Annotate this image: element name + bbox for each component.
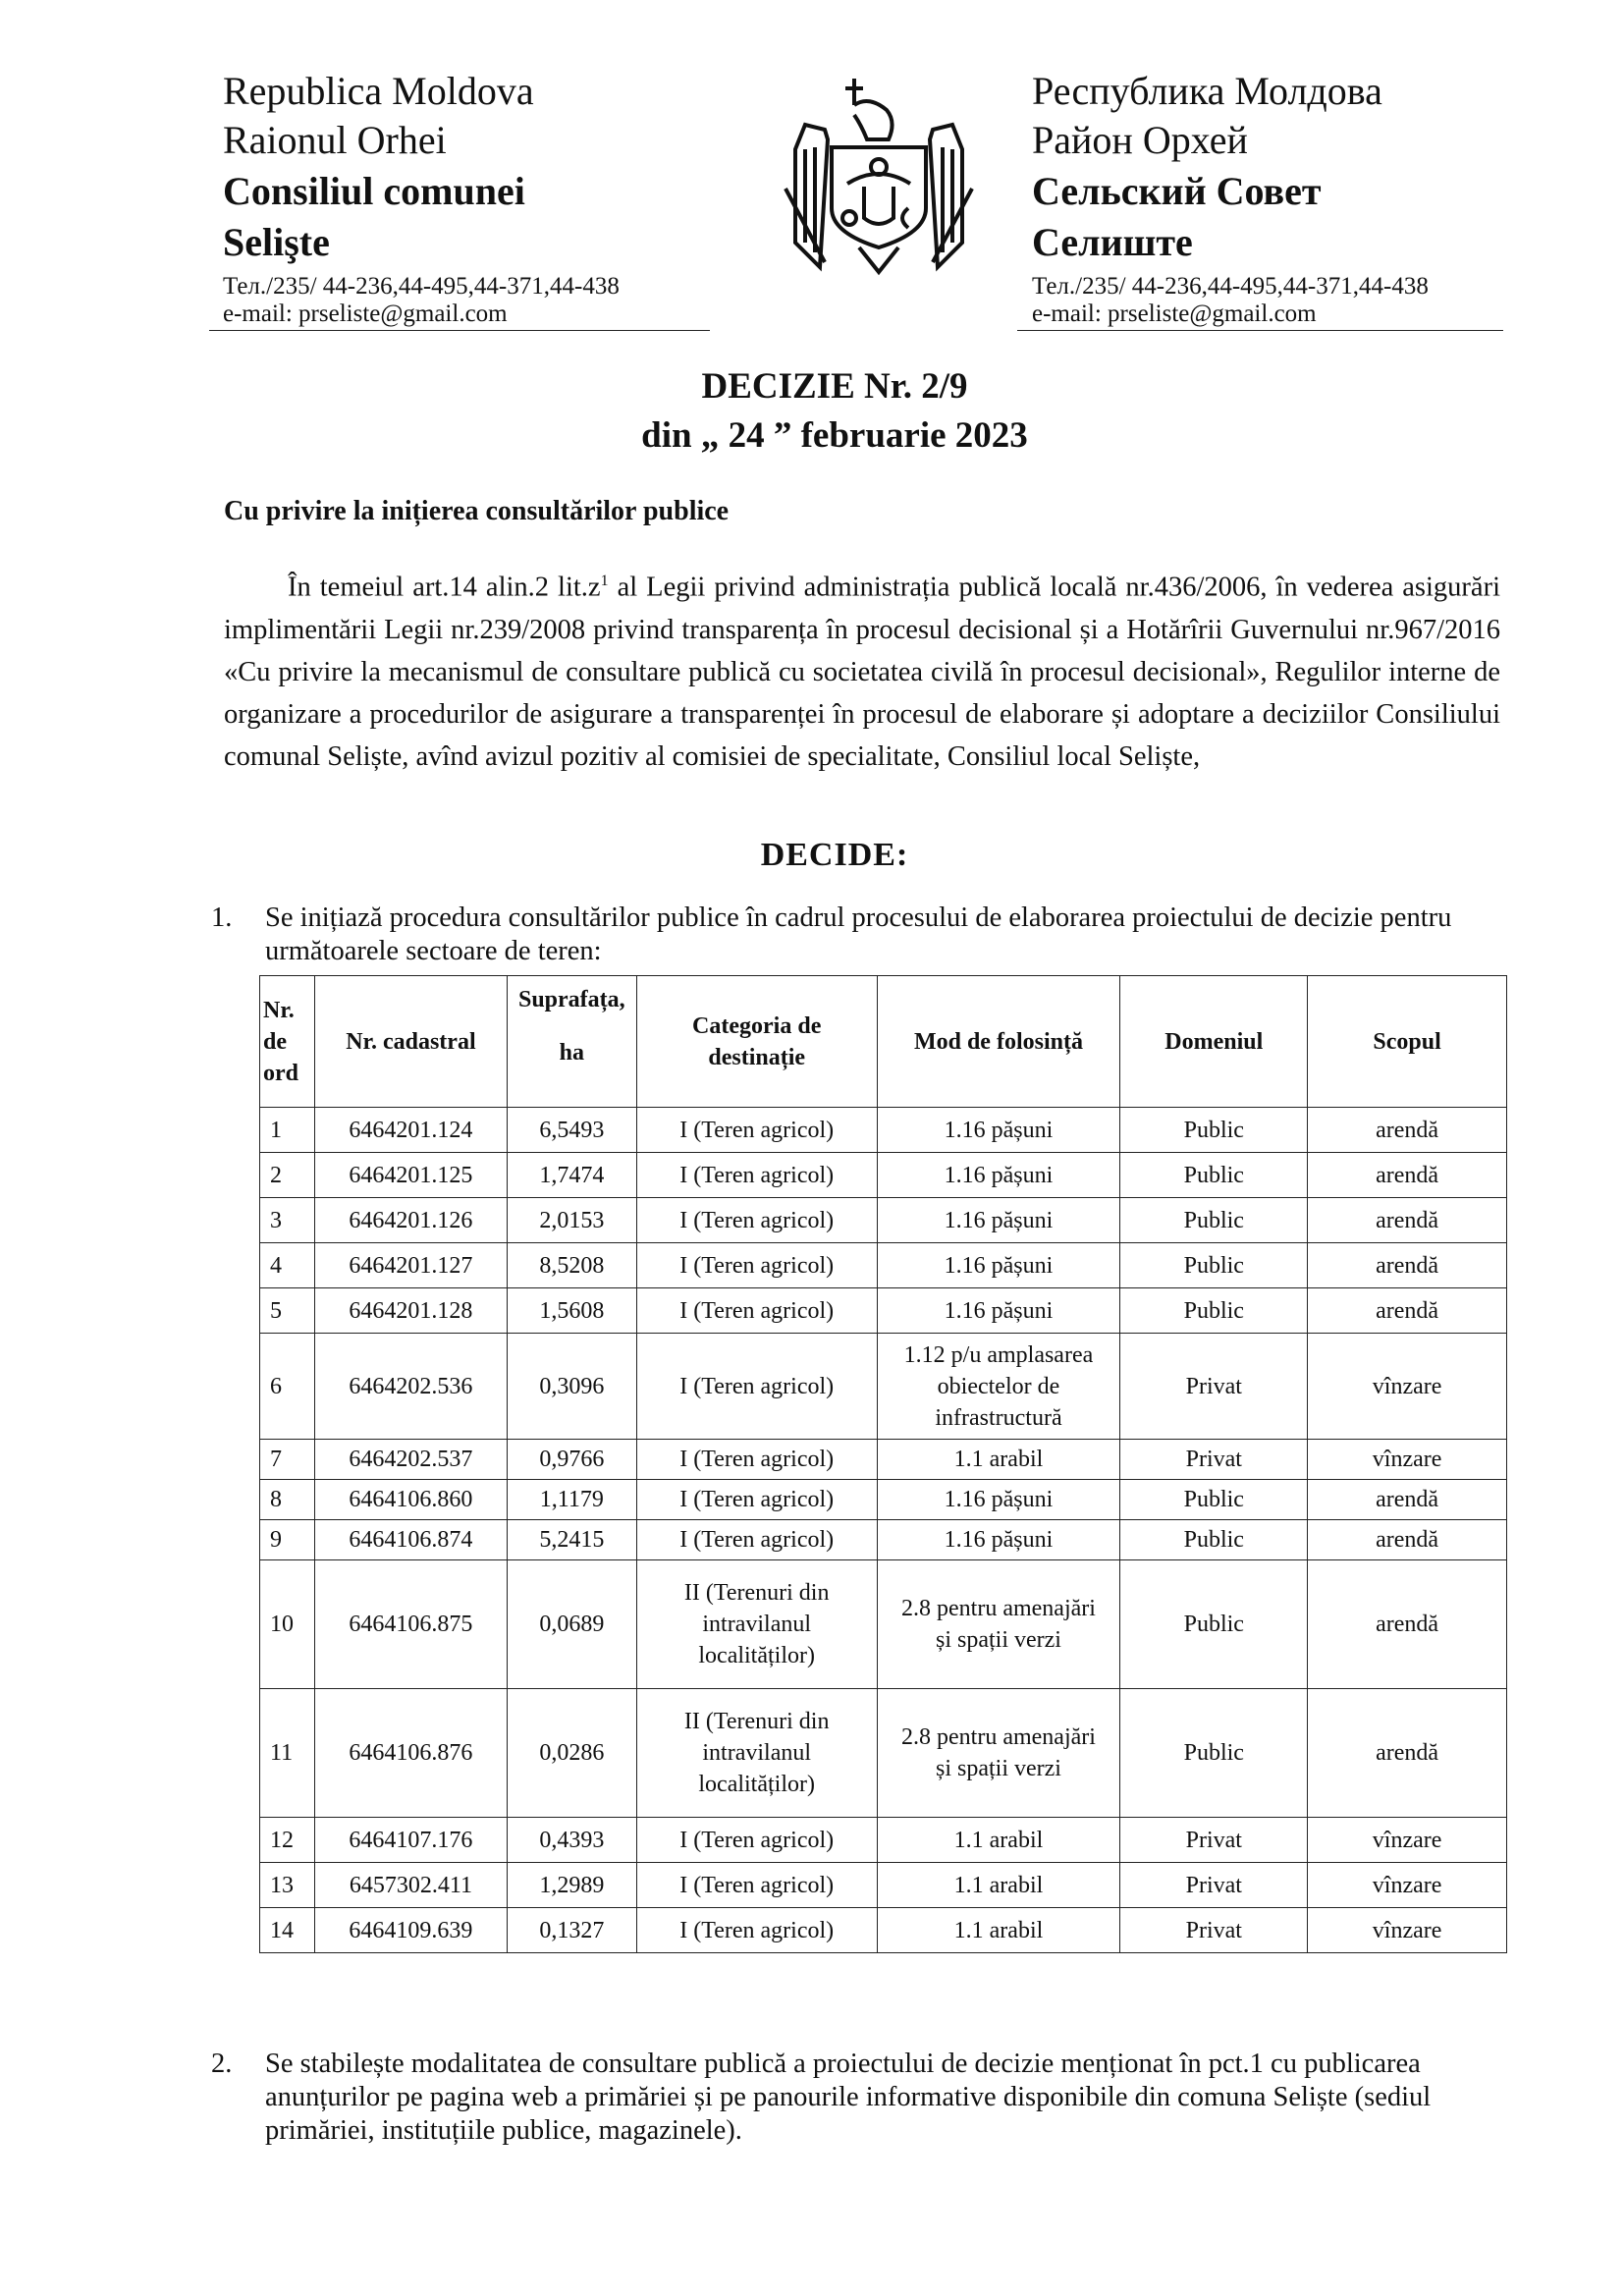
cell-mod-folosinta: 1.16 pășuni xyxy=(877,1288,1120,1334)
cell-suprafata: 2,0153 xyxy=(507,1198,636,1243)
col-header-domeniul: Domeniul xyxy=(1120,976,1308,1108)
district-name-ro: Raionul Orhei xyxy=(223,118,447,162)
header-right-rule xyxy=(1017,330,1503,331)
col-header-suprafata: Suprafața, ha xyxy=(507,976,636,1108)
cell-scopul: arendă xyxy=(1308,1243,1507,1288)
decision-item-2 xyxy=(211,2048,1507,2148)
cell-mod-folosinta: 1.16 pășuni xyxy=(877,1520,1120,1560)
cell-domeniul: Public xyxy=(1120,1520,1308,1560)
cell-categoria: II (Terenuri din intravilanul localităților) xyxy=(636,1689,877,1818)
item-text: Se inițiază procedura consultărilor publice în cadrul procesului de elaborarea proiectului de decizie pentru următoarele sectoare de teren: xyxy=(265,902,1452,966)
country-name-ro: Republica Moldova xyxy=(223,69,534,113)
cell-mod-folosinta: 1.16 pășuni xyxy=(877,1153,1120,1198)
cell-scopul: arendă xyxy=(1308,1480,1507,1520)
cell-suprafata: 5,2415 xyxy=(507,1520,636,1560)
cell-suprafata: 1,7474 xyxy=(507,1153,636,1198)
cell-cadastral: 6464106.876 xyxy=(314,1689,507,1818)
decision-item-1 xyxy=(211,902,1507,968)
cell-mod-folosinta: 2.8 pentru amenajări și spații verzi xyxy=(877,1689,1120,1818)
cell-scopul: arendă xyxy=(1308,1198,1507,1243)
table-row xyxy=(260,1334,1507,1440)
cell-suprafata: 0,4393 xyxy=(507,1818,636,1863)
cell-cadastral: 6464202.537 xyxy=(314,1440,507,1480)
decide-heading: DECIDE: xyxy=(760,837,909,873)
cell-nr: 1 xyxy=(260,1108,315,1153)
cell-scopul: vînzare xyxy=(1308,1908,1507,1953)
email-right[interactable]: e-mail: prseliste@gmail.com xyxy=(1032,301,1317,327)
cell-cadastral: 6464201.125 xyxy=(314,1153,507,1198)
table-row xyxy=(260,1689,1507,1818)
cell-nr: 8 xyxy=(260,1480,315,1520)
cell-domeniul: Public xyxy=(1120,1153,1308,1198)
header-left xyxy=(223,67,620,328)
cell-cadastral: 6464106.875 xyxy=(314,1560,507,1689)
cell-suprafata: 8,5208 xyxy=(507,1243,636,1288)
phone-numbers-left: Тел./235/ 44-236,44-495,44-371,44-438 xyxy=(223,273,620,300)
cell-cadastral: 6464106.874 xyxy=(314,1520,507,1560)
table-row xyxy=(260,1560,1507,1689)
cell-mod-folosinta: 1.16 pășuni xyxy=(877,1198,1120,1243)
cell-domeniul: Privat xyxy=(1120,1908,1308,1953)
table-row xyxy=(260,1440,1507,1480)
cell-scopul: arendă xyxy=(1308,1520,1507,1560)
cell-nr: 12 xyxy=(260,1818,315,1863)
cell-categoria: I (Teren agricol) xyxy=(636,1198,877,1243)
moldova-coat-of-arms-icon xyxy=(771,71,987,277)
cell-mod-folosinta: 1.1 arabil xyxy=(877,1818,1120,1863)
cell-cadastral: 6464201.128 xyxy=(314,1288,507,1334)
land-parcels-table xyxy=(259,975,1507,1953)
cell-cadastral: 6464107.176 xyxy=(314,1818,507,1863)
cell-nr: 5 xyxy=(260,1288,315,1334)
decision-number: DECIZIE Nr. 2/9 xyxy=(701,366,968,407)
cell-suprafata: 1,1179 xyxy=(507,1480,636,1520)
cell-nr: 9 xyxy=(260,1520,315,1560)
cell-nr: 4 xyxy=(260,1243,315,1288)
cell-categoria: II (Terenuri din intravilanul localităților) xyxy=(636,1560,877,1689)
col-header-categoria: Categoria de destinație xyxy=(636,976,877,1108)
cell-categoria: I (Teren agricol) xyxy=(636,1908,877,1953)
cell-categoria: I (Teren agricol) xyxy=(636,1243,877,1288)
country-name-ru: Республика Молдова xyxy=(1032,69,1382,113)
cell-domeniul: Public xyxy=(1120,1198,1308,1243)
cell-domeniul: Public xyxy=(1120,1480,1308,1520)
cell-nr: 6 xyxy=(260,1334,315,1440)
cell-nr: 10 xyxy=(260,1560,315,1689)
table-header-row xyxy=(260,976,1507,1108)
village-name-ro: Selişte xyxy=(223,220,330,264)
col-header-nr-ord: Nr. de ord xyxy=(260,976,315,1108)
cell-categoria: I (Teren agricol) xyxy=(636,1153,877,1198)
cell-scopul: vînzare xyxy=(1308,1334,1507,1440)
cell-scopul: arendă xyxy=(1308,1108,1507,1153)
table-row xyxy=(260,1243,1507,1288)
cell-categoria: I (Teren agricol) xyxy=(636,1863,877,1908)
cell-scopul: arendă xyxy=(1308,1153,1507,1198)
table-row xyxy=(260,1288,1507,1334)
decision-subject: Cu privire la inițierea consultărilor publice xyxy=(224,496,730,526)
cell-scopul: arendă xyxy=(1308,1288,1507,1334)
cell-categoria: I (Teren agricol) xyxy=(636,1440,877,1480)
cell-scopul: vînzare xyxy=(1308,1863,1507,1908)
cell-nr: 7 xyxy=(260,1440,315,1480)
phone-numbers-right: Тел./235/ 44-236,44-495,44-371,44-438 xyxy=(1032,273,1429,300)
cell-suprafata: 0,9766 xyxy=(507,1440,636,1480)
cell-suprafata: 0,1327 xyxy=(507,1908,636,1953)
item-number: 2. xyxy=(211,2049,233,2079)
table-row xyxy=(260,1480,1507,1520)
cell-domeniul: Privat xyxy=(1120,1863,1308,1908)
cell-categoria: I (Teren agricol) xyxy=(636,1288,877,1334)
decision-date: din „ 24 ” februarie 2023 xyxy=(641,415,1028,456)
cell-cadastral: 6464201.127 xyxy=(314,1243,507,1288)
cell-suprafata: 0,0286 xyxy=(507,1689,636,1818)
table-row xyxy=(260,1108,1507,1153)
cell-suprafata: 6,5493 xyxy=(507,1108,636,1153)
cell-suprafata: 0,0689 xyxy=(507,1560,636,1689)
header-right xyxy=(1032,67,1429,328)
table-row xyxy=(260,1198,1507,1243)
cell-domeniul: Privat xyxy=(1120,1818,1308,1863)
cell-mod-folosinta: 2.8 pentru amenajări și spații verzi xyxy=(877,1560,1120,1689)
cell-mod-folosinta: 1.1 arabil xyxy=(877,1863,1120,1908)
cell-suprafata: 1,2989 xyxy=(507,1863,636,1908)
council-name-ru: Сельский Совет xyxy=(1032,169,1322,213)
cell-cadastral: 6464109.639 xyxy=(314,1908,507,1953)
cell-scopul: vînzare xyxy=(1308,1818,1507,1863)
cell-categoria: I (Teren agricol) xyxy=(636,1480,877,1520)
item-number: 1. xyxy=(211,902,233,933)
cell-domeniul: Public xyxy=(1120,1560,1308,1689)
cell-nr: 11 xyxy=(260,1689,315,1818)
cell-domeniul: Public xyxy=(1120,1288,1308,1334)
cell-domeniul: Public xyxy=(1120,1243,1308,1288)
cell-domeniul: Privat xyxy=(1120,1334,1308,1440)
cell-cadastral: 6464201.124 xyxy=(314,1108,507,1153)
district-name-ru: Район Орхей xyxy=(1032,118,1248,162)
cell-nr: 2 xyxy=(260,1153,315,1198)
col-header-mod-folosinta: Mod de folosință xyxy=(877,976,1120,1108)
cell-scopul: arendă xyxy=(1308,1689,1507,1818)
cell-categoria: I (Teren agricol) xyxy=(636,1108,877,1153)
cell-mod-folosinta: 1.1 arabil xyxy=(877,1908,1120,1953)
cell-mod-folosinta: 1.12 p/u amplasarea obiectelor de infrastructură xyxy=(877,1334,1120,1440)
village-name-ru: Селиште xyxy=(1032,220,1193,264)
item-text: Se stabilește modalitatea de consultare publică a proiectului de decizie menționat în pct.1 cu publicarea anunțurilor pe pagina web a primăriei și pe panourile informative disponibile din comuna Seliște (sediul primăriei, instituțiile publice, magazinele). xyxy=(265,2049,1432,2146)
cell-nr: 13 xyxy=(260,1863,315,1908)
table-row xyxy=(260,1520,1507,1560)
cell-cadastral: 6457302.411 xyxy=(314,1863,507,1908)
email-left[interactable]: e-mail: prseliste@gmail.com xyxy=(223,301,508,327)
cell-suprafata: 0,3096 xyxy=(507,1334,636,1440)
cell-mod-folosinta: 1.16 pășuni xyxy=(877,1108,1120,1153)
cell-cadastral: 6464201.126 xyxy=(314,1198,507,1243)
cell-mod-folosinta: 1.16 pășuni xyxy=(877,1243,1120,1288)
cell-scopul: vînzare xyxy=(1308,1440,1507,1480)
cell-scopul: arendă xyxy=(1308,1560,1507,1689)
cell-cadastral: 6464106.860 xyxy=(314,1480,507,1520)
cell-nr: 3 xyxy=(260,1198,315,1243)
table-row xyxy=(260,1863,1507,1908)
table-row xyxy=(260,1153,1507,1198)
cell-domeniul: Public xyxy=(1120,1108,1308,1153)
council-name-ro: Consiliul comunei xyxy=(223,169,525,213)
preamble-paragraph: În temeiul art.14 alin.2 $lit.z^1$ al Legii privind administrația publică locală nr.436/2006, în vederea asigurări implimentării Legii nr.239/2008 privind transparența în procesul decisional și a Hotărîrii Guvernului nr.967/2016 «Cu privire la mecanismul de consultare publică cu societatea civilă în procesul decisional», Regulilor interne de organizare a procedurilor de asigurare a transparenței în procesul de elaborare și adoptare a deciziilor Consiliului comunal Seliște, avînd avizul pozitiv al comisiei de specialitate, Consiliul local Seliște, xyxy=(224,572,1500,772)
cell-domeniul: Privat xyxy=(1120,1440,1308,1480)
col-header-cadastral: Nr. cadastral xyxy=(314,976,507,1108)
col-header-scopul: Scopul xyxy=(1308,976,1507,1108)
table-row xyxy=(260,1818,1507,1863)
cell-mod-folosinta: 1.1 arabil xyxy=(877,1440,1120,1480)
header-left-rule xyxy=(209,330,710,331)
cell-cadastral: 6464202.536 xyxy=(314,1334,507,1440)
cell-categoria: I (Teren agricol) xyxy=(636,1818,877,1863)
table-row xyxy=(260,1908,1507,1953)
cell-domeniul: Public xyxy=(1120,1689,1308,1818)
cell-categoria: I (Teren agricol) xyxy=(636,1520,877,1560)
cell-suprafata: 1,5608 xyxy=(507,1288,636,1334)
cell-mod-folosinta: 1.16 pășuni xyxy=(877,1480,1120,1520)
cell-nr: 14 xyxy=(260,1908,315,1953)
cell-categoria: I (Teren agricol) xyxy=(636,1334,877,1440)
